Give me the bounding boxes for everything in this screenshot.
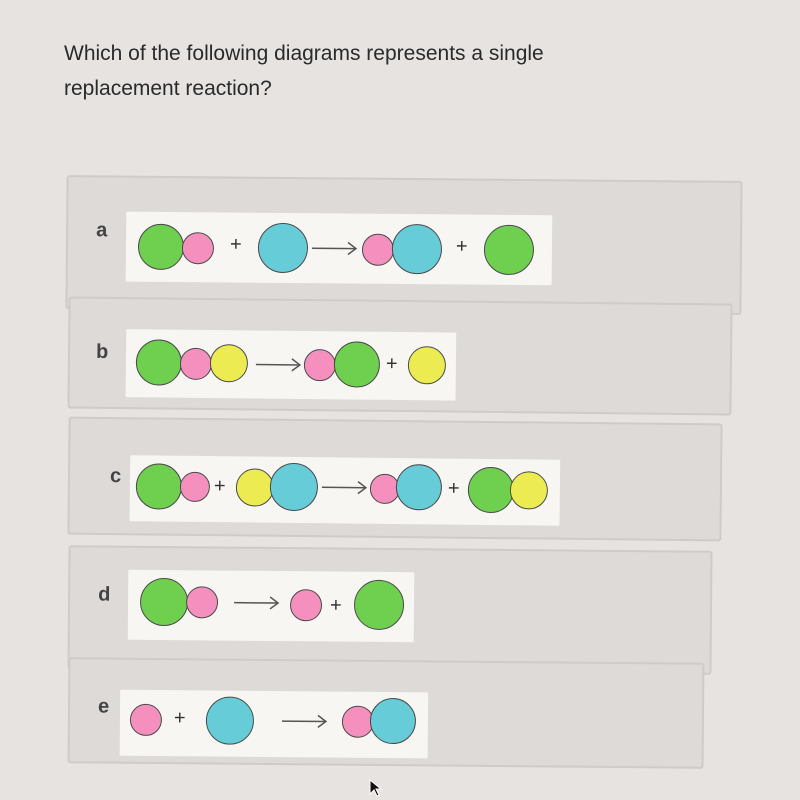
atom-pink <box>130 704 162 736</box>
option-letter-a: a <box>96 219 108 242</box>
atom-pink <box>180 472 210 502</box>
atom-yellow <box>510 471 548 509</box>
atom-blue <box>258 223 308 273</box>
reaction-diagram-c <box>130 455 561 525</box>
mouse-cursor-icon <box>368 778 384 798</box>
atom-green <box>136 463 182 509</box>
plus-sign: + <box>385 352 398 375</box>
reaction-diagram-b <box>126 329 457 400</box>
atom-yellow <box>210 344 248 382</box>
atom-green <box>334 341 380 387</box>
atom-green <box>140 578 188 626</box>
atom-green <box>138 224 184 270</box>
atom-blue <box>206 696 254 744</box>
atom-blue <box>270 463 319 512</box>
plus-sign: + <box>229 233 242 256</box>
option-letter-e: e <box>97 695 110 718</box>
atom-green <box>484 225 534 275</box>
reaction-arrow <box>254 356 304 373</box>
atom-green <box>468 467 514 513</box>
answer-option-a[interactable] <box>65 175 742 315</box>
question-line-2: replacement reaction? <box>64 77 272 100</box>
answer-option-b[interactable] <box>67 297 732 416</box>
atom-yellow <box>236 468 274 506</box>
atom-pink <box>362 234 394 266</box>
plus-sign: + <box>329 594 342 617</box>
answer-option-e[interactable] <box>68 657 705 769</box>
atom-yellow <box>408 346 446 384</box>
question-text <box>64 36 704 106</box>
option-letter-c: c <box>109 465 122 488</box>
atom-pink <box>180 348 212 380</box>
reaction-arrow <box>320 479 370 496</box>
atom-pink <box>186 586 218 618</box>
atom-blue <box>392 224 442 274</box>
option-letter-b: b <box>95 340 109 363</box>
atom-pink <box>304 349 336 381</box>
answer-option-c[interactable] <box>67 417 722 542</box>
reaction-diagram-a <box>126 212 553 286</box>
atom-pink <box>182 232 214 264</box>
reaction-arrow <box>232 595 282 611</box>
reaction-arrow <box>280 713 330 729</box>
atom-blue <box>370 698 416 744</box>
question-line-1: Which of the following diagrams represents a single <box>64 42 544 65</box>
reaction-arrow <box>310 240 360 256</box>
atom-blue <box>396 464 442 510</box>
plus-sign: + <box>213 475 226 498</box>
atom-pink <box>290 589 322 621</box>
option-letter-d: d <box>98 583 111 606</box>
plus-sign: + <box>173 707 186 730</box>
plus-sign: + <box>447 477 460 500</box>
atom-green <box>136 339 182 385</box>
plus-sign: + <box>455 235 468 258</box>
atom-green <box>354 580 404 630</box>
answer-option-d[interactable] <box>67 545 712 675</box>
reaction-diagram-e <box>120 690 429 759</box>
reaction-diagram-d <box>128 570 415 642</box>
